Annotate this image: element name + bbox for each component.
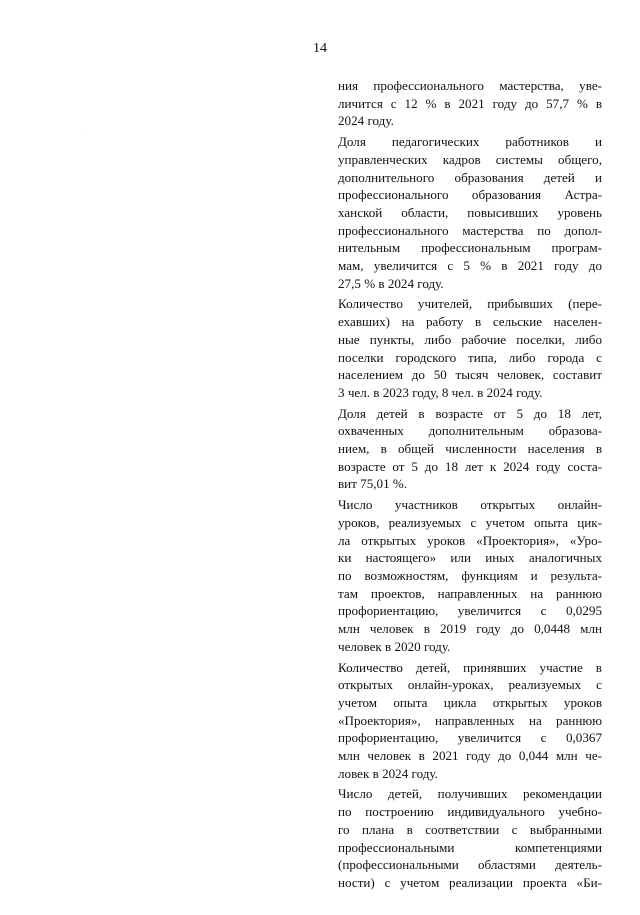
text-line: млн человек в 2021 году до 0,044 млн че- — [338, 748, 602, 764]
text-line: ки настоящего» или иных аналогичных — [338, 550, 602, 566]
text-line: профориентацию, увеличится с 0,0295 — [338, 603, 602, 619]
text-line: управленческих кадров системы общего, — [338, 151, 602, 167]
text-line: дополнительного образования детей и — [338, 169, 602, 185]
scan-speck — [86, 130, 87, 131]
text-line: ности) с учетом реализации проекта «Би- — [338, 874, 602, 890]
text-line: профессионального образования Астра- — [338, 187, 602, 203]
text-line: Количество учителей, прибывших (пере- — [338, 296, 602, 312]
paragraph — [338, 659, 602, 783]
text-line: 3 чел. в 2023 году, 8 чел. в 2024 году. — [338, 384, 543, 400]
paragraph — [338, 496, 602, 655]
text-line: Количество детей, принявших участие в — [338, 659, 602, 675]
text-line: вит 75,01 %. — [338, 476, 408, 492]
text-line: Доля детей в возрасте от 5 до 18 лет, — [338, 405, 602, 421]
text-line: ла открытых уроков «Проектория», «Уро- — [338, 532, 602, 548]
text-line: ния профессионального мастерства, уве- — [338, 78, 602, 93]
text-line: по построению индивидуального учебно- — [338, 804, 602, 820]
paragraph — [338, 295, 602, 401]
text-line: профессиональными компетенциями — [338, 839, 602, 855]
text-line: уроков, реализуемых с учетом опыта цик- — [338, 514, 602, 530]
text-line: охваченных дополнительным образова- — [338, 423, 602, 439]
text-line: нительным профессиональным програм- — [338, 240, 602, 256]
text-line: там проектов, направленных на раннюю — [338, 585, 602, 601]
text-line: личится с 12 % в 2021 году до 57,7 % в — [338, 95, 602, 111]
text-line: (профессиональными областями деятель- — [338, 857, 602, 873]
text-line: млн человек в 2019 году до 0,0448 млн — [338, 621, 602, 637]
text-line: ловек в 2024 году. — [338, 765, 438, 781]
text-line: 27,5 % в 2024 году. — [338, 275, 444, 291]
text-line: ные пункты, либо рабочие поселки, либо — [338, 331, 602, 347]
text-line: Число детей, получивших рекомендации — [338, 786, 602, 802]
paragraph — [338, 133, 602, 292]
text-line: профессионального мастерства по допол- — [338, 222, 602, 238]
text-line: Число участников открытых онлайн- — [338, 497, 602, 513]
text-line: учетом опыта цикла открытых уроков — [338, 694, 602, 710]
text-line: человек в 2020 году. — [338, 638, 451, 654]
text-line: 2024 году. — [338, 113, 394, 129]
text-line: по возможностям, функциям и результа- — [338, 567, 602, 583]
text-line: поселки городского типа, либо города с — [338, 349, 602, 365]
text-line: мам, увеличится с 5 % в 2021 году до — [338, 258, 602, 274]
paragraph — [338, 785, 602, 891]
text-line: профориентацию, увеличится с 0,0367 — [338, 730, 602, 746]
text-line: открытых онлайн-уроках, реализуемых с — [338, 677, 602, 693]
text-line: ханской области, повысивших уровень — [338, 204, 602, 220]
page-number: 14 — [313, 41, 327, 56]
text-line: возрасте от 5 до 18 лет к 2024 году соста- — [338, 458, 602, 474]
text-column — [338, 77, 602, 895]
text-line: го плана в соответствии с выбранными — [338, 821, 602, 837]
paragraph — [338, 77, 602, 130]
text-line: «Проектория», направленных на раннюю — [338, 712, 602, 728]
text-line: населением до 50 тысяч человек, составит — [338, 367, 602, 383]
text-line: Доля педагогических работников и — [338, 134, 602, 150]
text-line: ехавших) на работу в сельские населен- — [338, 314, 602, 330]
text-line: нием, в общей численности населения в — [338, 441, 602, 457]
paragraph — [338, 405, 602, 494]
